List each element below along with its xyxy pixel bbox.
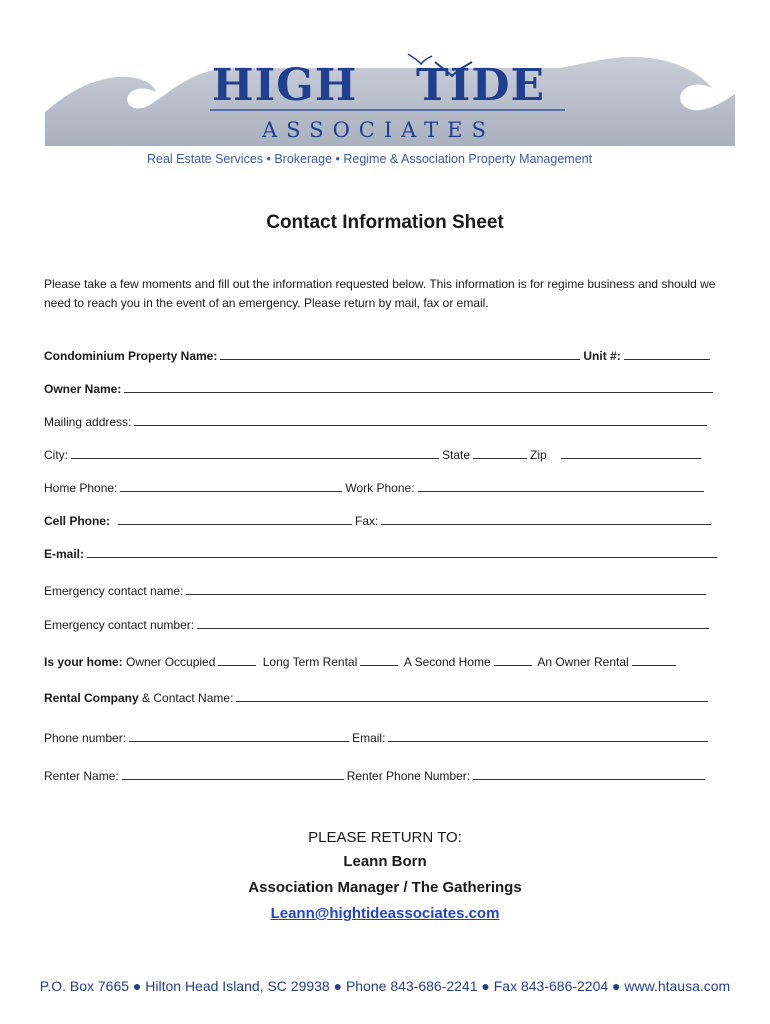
page-title: Contact Information Sheet xyxy=(266,212,504,233)
fax-field[interactable] xyxy=(381,513,711,525)
renter-name-field[interactable] xyxy=(122,768,344,780)
row-email xyxy=(44,545,720,563)
city-field[interactable] xyxy=(71,447,439,459)
email2-label: Email: xyxy=(352,731,386,745)
zip-label: Zip xyxy=(530,448,547,462)
renter-phone-label: Renter Phone Number: xyxy=(346,769,471,783)
property-name-field[interactable] xyxy=(220,348,580,360)
is-your-home-label: Is your home: xyxy=(44,655,123,669)
return-role: Association Manager / The Gatherings xyxy=(248,879,522,896)
renter-phone-field[interactable] xyxy=(473,768,705,780)
email2-field[interactable] xyxy=(388,730,708,742)
second-home-field[interactable] xyxy=(494,654,532,666)
owner-occupied-label: Owner Occupied xyxy=(126,655,216,669)
mailing-address-field[interactable] xyxy=(134,414,707,426)
row-emergency-name xyxy=(44,582,709,600)
work-phone-label: Work Phone: xyxy=(345,481,415,495)
email-field[interactable] xyxy=(87,546,717,558)
home-phone-field[interactable] xyxy=(120,480,342,492)
fax-label: Fax: xyxy=(355,514,379,528)
row-emergency-number xyxy=(44,616,712,634)
owner-name-label: Owner Name: xyxy=(44,382,122,396)
state-field[interactable] xyxy=(473,447,527,459)
renter-name-label: Renter Name: xyxy=(44,769,119,783)
row-phones xyxy=(44,479,707,497)
emergency-name-label: Emergency contact name: xyxy=(44,584,184,598)
return-email-wrap xyxy=(0,903,770,925)
cell-phone-label: Cell Phone: xyxy=(44,514,111,528)
logo-word-associates: ASSOCIATES xyxy=(262,118,495,142)
state-label: State xyxy=(442,448,471,462)
return-name: Leann Born xyxy=(343,853,427,870)
return-email-link[interactable]: Leann@hightideassociates.com xyxy=(270,905,500,922)
logo-word-high: HIGH xyxy=(212,60,358,111)
emergency-number-field[interactable] xyxy=(197,617,709,629)
intro-text: Please take a few moments and fill out the information requested below. This information is for regime business and should we need to reach you in the event of an emergency. Please return by mail, fax or email. xyxy=(44,277,716,310)
unit-label: Unit #: xyxy=(583,349,621,363)
owner-rental-field[interactable] xyxy=(632,654,676,666)
city-label: City: xyxy=(44,448,68,462)
rental-company-label: Rental Company xyxy=(44,691,139,705)
row-rental-company xyxy=(44,689,711,707)
second-home-label: A Second Home xyxy=(403,655,491,669)
row-mailing xyxy=(44,413,710,431)
emergency-number-label: Emergency contact number: xyxy=(44,618,195,632)
row-cell xyxy=(44,512,714,530)
row-renter xyxy=(44,767,708,785)
row-owner xyxy=(44,380,716,398)
emergency-name-field[interactable] xyxy=(186,583,706,595)
return-heading: PLEASE RETURN TO: xyxy=(308,829,462,846)
row-home-type xyxy=(44,653,679,671)
row-city xyxy=(44,446,704,464)
long-term-rental-field[interactable] xyxy=(360,654,398,666)
phone-number-label: Phone number: xyxy=(44,731,127,745)
rental-contact-field[interactable] xyxy=(236,690,708,702)
row-rental-phone xyxy=(44,729,711,747)
long-term-rental-label: Long Term Rental xyxy=(262,655,358,669)
mailing-address-label: Mailing address: xyxy=(44,415,132,429)
logo-word-tide: TIDE xyxy=(416,60,546,111)
footer-contact: P.O. Box 7665 ● Hilton Head Island, SC 29938 ● Phone 843-686-2241 ● Fax 843-686-2204 ● www.htausa.com xyxy=(39,978,731,994)
home-phone-label: Home Phone: xyxy=(44,481,118,495)
row-property xyxy=(44,347,713,365)
zip-field[interactable] xyxy=(561,447,701,459)
phone-number-field[interactable] xyxy=(129,730,349,742)
owner-rental-label: An Owner Rental xyxy=(537,655,629,669)
logo-tagline: Real Estate Services • Brokerage • Regime & Association Property Management xyxy=(147,152,593,166)
email-label: E-mail: xyxy=(44,547,85,561)
owner-occupied-field[interactable] xyxy=(218,654,256,666)
company-logo xyxy=(40,40,740,175)
cell-phone-field[interactable] xyxy=(118,513,352,525)
property-name-label: Condominium Property Name: xyxy=(44,349,218,363)
owner-name-field[interactable] xyxy=(124,381,713,393)
unit-field[interactable] xyxy=(624,348,710,360)
work-phone-field[interactable] xyxy=(418,480,704,492)
contact-name-label: & Contact Name: xyxy=(142,691,234,705)
